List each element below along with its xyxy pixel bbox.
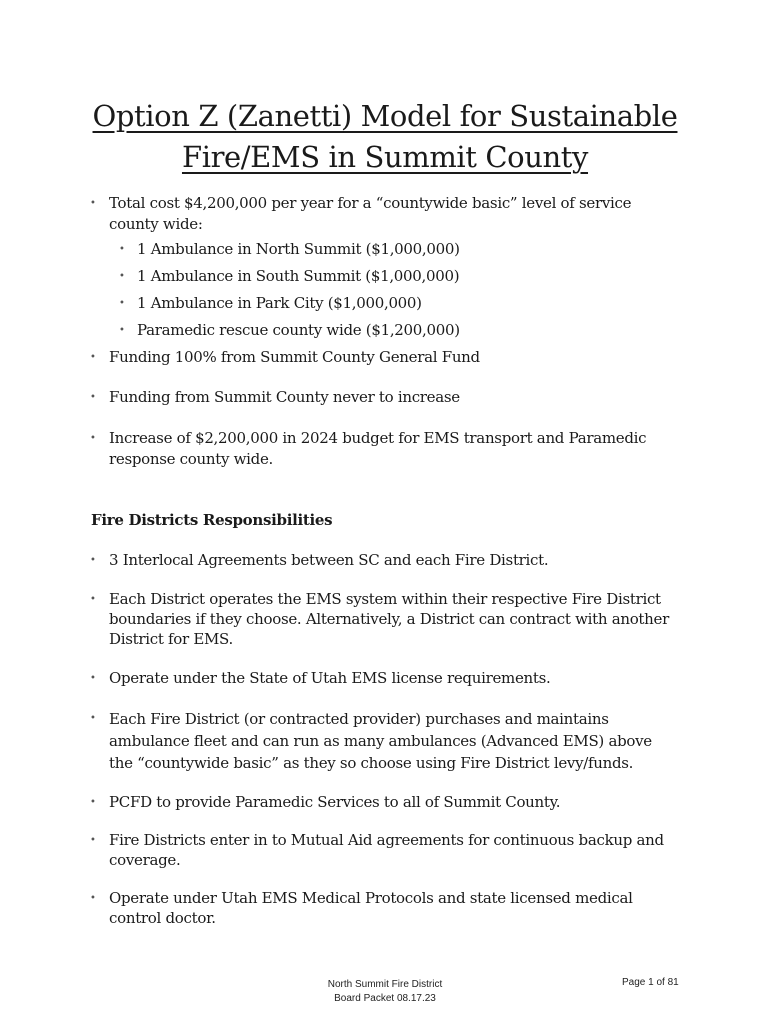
list-item: Each District operates the EMS system within their respective Fire District boundaries if they choose. Alternatively, a District can contract with another District for EMS. [109, 590, 669, 648]
sub-list-item: 1 Ambulance in North Summit ($1,000,000) [137, 240, 460, 258]
list-item: Funding from Summit County never to increase [109, 388, 460, 406]
bullet-icon: • [119, 298, 125, 309]
page-title [0, 96, 770, 178]
list-item: PCFD to provide Paramedic Services to all of Summit County. [109, 793, 561, 811]
list-item: Fire Districts enter in to Mutual Aid agreements for continuous backup and coverage. [109, 831, 664, 869]
list-item: Each Fire District (or contracted provider) purchases and maintains ambulance fleet and can run as many ambulances (Advanced EMS) above the “countywide basic” as they so choose using Fire District levy/funds. [109, 710, 652, 772]
title-line-2: Fire/EMS in Summit County [181, 140, 589, 174]
bullet-icon: • [119, 244, 125, 255]
bullet-icon: • [90, 392, 96, 403]
sub-list-item: Paramedic rescue county wide ($1,200,000) [137, 321, 460, 339]
list-item: Increase of $2,200,000 in 2024 budget for EMS transport and Paramedic response county wide. [109, 429, 647, 468]
footer-line-2: Board Packet 08.17.23 [334, 993, 436, 1004]
footer-line-1: North Summit Fire District [327, 979, 443, 990]
sub-list-item: 1 Ambulance in Park City ($1,000,000) [137, 294, 422, 312]
page-number: Page 1 of 81 [622, 977, 679, 988]
list-item: Operate under Utah EMS Medical Protocols and state licensed medical control doctor. [109, 889, 633, 927]
bullet-icon: • [90, 893, 96, 904]
sub-list-item: 1 Ambulance in South Summit ($1,000,000) [137, 267, 460, 285]
list-item: Funding 100% from Summit County General Fund [109, 348, 480, 366]
bullet-icon: • [119, 325, 125, 336]
title-line-1: Option Z (Zanetti) Model for Sustainable [92, 99, 678, 133]
bullet-icon: • [90, 555, 96, 566]
bullet-icon: • [90, 594, 96, 605]
bullet-icon: • [90, 352, 96, 363]
list-item: Operate under the State of Utah EMS license requirements. [109, 669, 551, 687]
bullet-icon: • [90, 797, 96, 808]
bullet-icon: • [90, 198, 96, 209]
bullet-icon: • [90, 713, 96, 724]
bullet-icon: • [90, 835, 96, 846]
section-heading: Fire Districts Responsibilities [91, 511, 333, 529]
bullet-icon: • [90, 673, 96, 684]
list-item: Total cost $4,200,000 per year for a “countywide basic” level of service county wide: [109, 194, 632, 233]
list-item: 3 Interlocal Agreements between SC and each Fire District. [109, 551, 549, 569]
bullet-icon: • [119, 271, 125, 282]
bullet-icon: • [90, 433, 96, 444]
